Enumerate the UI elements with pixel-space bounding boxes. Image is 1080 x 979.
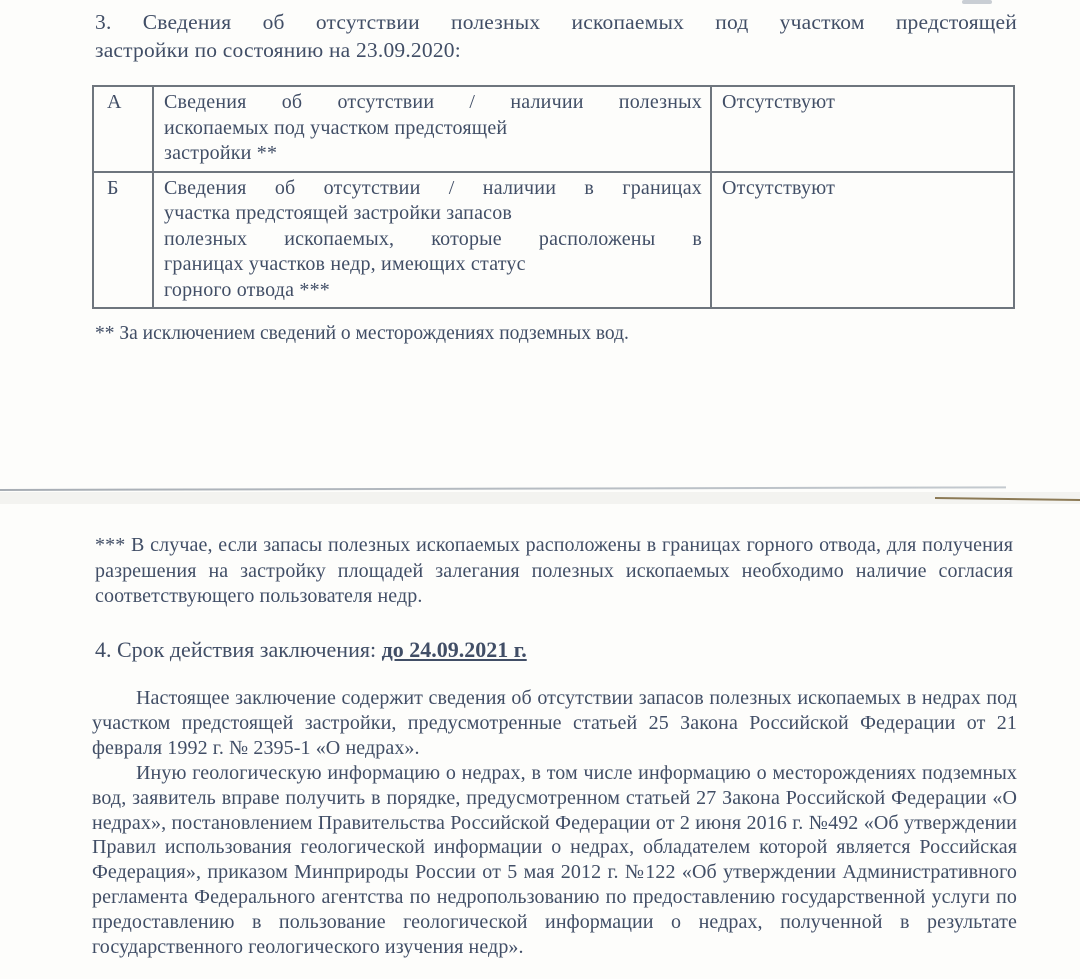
row-description-line: горного отвода *** bbox=[164, 278, 330, 301]
row-description-line: полезных ископаемых, которые расположены в bbox=[164, 227, 702, 250]
section3-heading-line2: застройки по состоянию на 23.09.2020: bbox=[95, 38, 461, 62]
row-description bbox=[153, 172, 711, 309]
row-description-line: Сведения об отсутствии / наличии в границах bbox=[164, 176, 702, 199]
row-description bbox=[153, 86, 711, 172]
row-value: Отсутствуют bbox=[711, 86, 1014, 172]
minerals-table bbox=[92, 85, 1015, 309]
row-description-line: границах участков недр, имеющих статус bbox=[164, 253, 526, 275]
footnote-triple-star: *** В случае, если запасы полезных ископаемых расположены в границах горного отвода, для получения разрешения на застройку площадей залегания полезных ископаемых необходимо наличие согласия соответствующего пользователя недр. bbox=[95, 534, 1013, 607]
row-value: Отсутствуют bbox=[711, 172, 1014, 309]
page-seam-band bbox=[0, 492, 1080, 504]
section3-heading-line1: 3. Сведения об отсутствии полезных ископаемых под участком предстоящей bbox=[95, 10, 1017, 34]
section4-heading-text: 4. Срок действия заключения: bbox=[95, 637, 382, 662]
scan-artifact-dash bbox=[962, 0, 992, 4]
footnote-double-star: ** За исключением сведений о месторождениях подземных вод. bbox=[95, 323, 629, 344]
section3-heading bbox=[95, 8, 1017, 64]
row-description-line: ископаемых под участком предстоящей bbox=[164, 116, 508, 139]
row-description-line: участка предстоящей застройки запасов bbox=[164, 202, 513, 224]
section4-heading bbox=[95, 636, 527, 664]
row-label: А bbox=[93, 86, 153, 172]
section4-paragraph-2: Иную геологическую информацию о недрах, в том числе информацию о месторождениях подземных вод, заявитель вправе получить в порядке, предусмотренном статьей 27 Закона Российской Федерации «О недрах», постановлением Правительства Российской Федерации от 2 июня 2016 г. №492 «Об утверждении Правил использования геологической информации о недрах, обладателем которой является Российская Федерация», приказом Минприроды России от 5 мая 2012 г. №122 «Об утверждении Административного регламента Федерального агентства по недропользованию по предоставлению государственной услуги по предоставлению в пользование геологической информации о недрах, полученной в результате государственного геологического изучения недр». bbox=[92, 762, 1017, 958]
table-row bbox=[93, 172, 1014, 309]
section4-heading-date: до 24.09.2021 г. bbox=[381, 637, 527, 662]
row-label: Б bbox=[93, 172, 153, 309]
section4-paragraph-1: Настоящее заключение содержит сведения об отсутствии запасов полезных ископаемых в недрах под участком предстоящей застройки, предусмотренные статьей 25 Закона Российской Федерации от 21 февраля 1992 г. № 2395-1 «О недрах». bbox=[92, 687, 1017, 759]
table-row bbox=[93, 86, 1014, 172]
row-description-line: Сведения об отсутствии / наличии полезных bbox=[164, 91, 702, 113]
row-description-line: застройки ** bbox=[164, 142, 278, 164]
page-seam-line bbox=[0, 486, 1006, 491]
